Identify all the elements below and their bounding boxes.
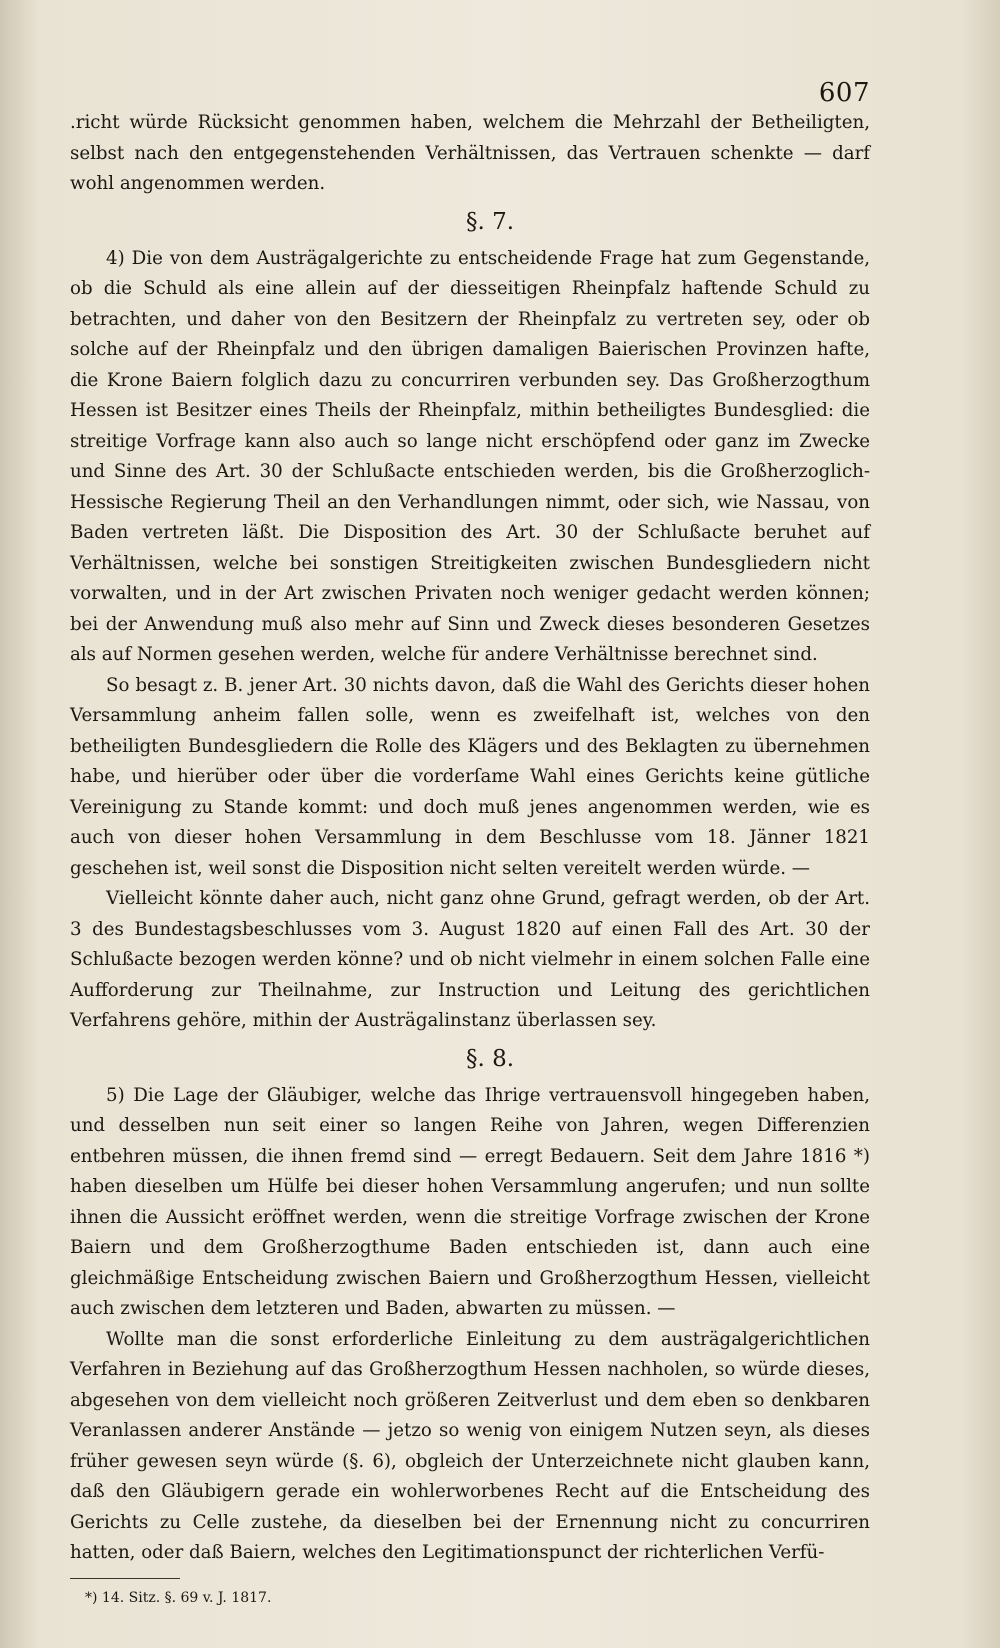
paragraph-art30: So besagt z. B. jener Art. 30 nichts davon, daß die Wahl des Gerichts dieser hohen Versammlung anheim fallen solle, wenn es zweifelhaft ist, welches von den betheiligten Bundesgliedern die Rolle des Klägers und des Beklagten zu übernehmen habe, und hierüber oder über die vorderſame Wahl eines Gerichts keine gütliche Vereinigung zu Stande kommt: und doch muß jenes angenommen werden, wie es auch von dieser hohen Versammlung in dem Beschlusse vom 18. Jänner 1821 geschehen ist, weil sonst die Disposition nicht selten vereitelt werden würde. — (70, 674, 870, 879)
paragraph-vielleicht: Vielleicht könnte daher auch, nicht ganz ohne Grund, gefragt werden, ob der Art. 3 des Bundestagsbeschlusses vom 3. August 1820 auf einen Fall des Art. 30 der Schlußacte bezogen werden könne? und ob nicht vielmehr in einem solchen Falle eine Aufforderung zur Theilnahme, zur Instruction und Leitung des gerichtlichen Verfahrens gehöre, mithin der Austrägalinstanz überlassen sey. (70, 888, 870, 1031)
paragraph-continuation: .richt würde Rücksicht genommen haben, welchem die Mehrzahl der Betheiligten, selbst nach den entgegenstehenden Verhältnissen, das Vertrauen schenkte — darf wohl angenommen werden. (70, 112, 870, 194)
paragraph-wollte: Wollte man die sonst erforderliche Einleitung zu dem austrägalgerichtlichen Verfahren in Beziehung auf das Großherzogthum Hessen nachholen, so würde dieses, abgesehen von dem vielleicht noch größeren Zeitverlust und dem eben so denkbaren Veranlassen anderer Anstände — jetzo so wenig von einigem Nutzen seyn, als dieses früher gewesen seyn würde (§. 6), obgleich der Unterzeichnete nicht glauben kann, daß den Gläubigern gerade ein wohlerworbenes Recht auf die Entscheidung des Gerichts zu Celle zustehe, da dieselben bei der Ernennung nicht zu concurriren hatten, oder daß Baiern, welches den Legitimationspunct der richterlichen Verfü- (70, 1328, 870, 1563)
page-number: 607 (818, 78, 870, 108)
body-text (70, 108, 870, 1569)
footnote: *) 14. Sitz. §. 69 v. J. 1817. (85, 1590, 272, 1606)
paragraph-4: 4) Die von dem Austrägalgerichte zu entscheidende Frage hat zum Gegenstande, ob die Schuld als eine allein auf der diesseitigen Rheinpfalz haftende Schuld zu betrachten, und daher von den Besitzern der Rheinpfalz zu vertreten sey, oder ob solche auf der Rheinpfalz und den übrigen damaligen Baierischen Provinzen hafte, die Krone Baiern folglich dazu zu concurriren verbunden sey. Das Großherzogthum Hessen ist Besitzer eines Theils der Rheinpfalz, mithin betheiligtes Bundesglied: die streitige Vorfrage kann also auch so lange nicht erschöpfend oder ganz im Zwecke und Sinne des Art. 30 der Schlußacte entschieden werden, bis die Großherzoglich-Hessische Regierung Theil an den Verhandlungen nimmt, oder sich, wie Nassau, von Baden vertreten läßt. Die Disposition des Art. 30 der Schlußacte beruhet auf Verhältnissen, welche bei sonstigen Streitigkeiten zwischen Bundesgliedern nicht vorwalten, und in der Art zwischen Privaten noch weniger gedacht werden können; bei der Anwendung muß also mehr auf Sinn und Zweck dieses besonderen Gesetzes als auf Normen gesehen werden, welche für andere Verhältnisse berechnet sind. (70, 247, 870, 665)
section-heading-7: §. 7. (465, 208, 515, 235)
footnote-divider (70, 1578, 180, 1579)
paragraph-5: 5) Die Lage der Gläubiger, welche das Ihrige vertrauensvoll hingegeben haben, und desselben nun seit einer so langen Reihe von Jahren, wegen Differenzien entbehren müssen, die ihnen fremd sind — erregt Bedauern. Seit dem Jahre 1816 *) haben dieselben um Hülfe bei dieser hohen Versammlung angerufen; und nun sollte ihnen die Aussicht eröffnet werden, wenn die streitige Vorfrage zwischen der Krone Baiern und dem Großherzogthume Baden entschieden ist, dann auch eine gleichmäßige Entscheidung zwischen Baiern und Großherzogthum Hessen, vielleicht auch zwischen dem letzteren und Baden, abwarten zu müssen. — (70, 1084, 870, 1319)
section-heading-8: §. 8. (465, 1045, 515, 1072)
